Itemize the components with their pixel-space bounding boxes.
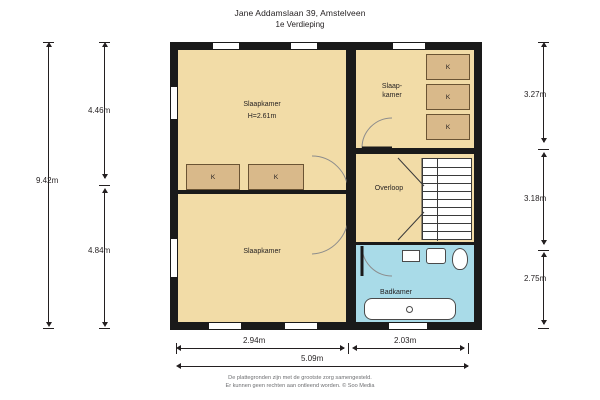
toilet xyxy=(452,248,468,270)
label-bedroom-top xyxy=(212,100,312,109)
disclaimer-line-1: De plattegronden zijn met de grootste zorg samengesteld. xyxy=(228,375,372,381)
closet-3-label: K xyxy=(445,63,451,71)
dim-arrow-right-middle-top xyxy=(541,152,547,157)
closet-1 xyxy=(186,164,240,190)
window-left-lower xyxy=(170,238,178,278)
dim-value-left-lower: 4.84m xyxy=(88,246,111,255)
bathroom-name: Badkamer xyxy=(380,289,412,296)
door-small-bedroom-icon xyxy=(360,116,394,150)
dim-tick-right-upper-bottom xyxy=(538,149,549,150)
dimline-right-lower xyxy=(543,256,544,324)
dim-tick-left-lower-bottom xyxy=(99,328,110,329)
dim-label-bottom-right xyxy=(394,336,416,345)
landing-name: Overloop xyxy=(374,185,404,192)
label-bedroom-top-height xyxy=(212,112,312,121)
window-bottom-left xyxy=(208,322,242,330)
dim-arrow-right-lower-bottom xyxy=(541,320,547,325)
dim-arrow-right-upper-bottom xyxy=(541,138,547,143)
dim-label-right-upper xyxy=(524,90,546,99)
dim-tick-left-total-top xyxy=(43,42,54,43)
floor-subtitle: 1e Verdieping xyxy=(275,20,325,29)
label-bathroom xyxy=(360,288,432,297)
dim-tick-bottom-left-start xyxy=(176,343,177,354)
dimline-bottom-total xyxy=(180,366,468,367)
dim-arrow-bottom-total-end xyxy=(464,363,469,369)
dim-value-left-total: 9.42m xyxy=(36,176,59,185)
dim-tick-left-upper-bottom xyxy=(99,185,110,186)
dim-arrow-left-total-bottom xyxy=(46,322,52,327)
dim-arrow-left-lower-bottom xyxy=(102,322,108,327)
dim-label-left-upper xyxy=(88,106,110,115)
closet-1-label: K xyxy=(210,173,216,181)
dim-arrow-bottom-right-start xyxy=(352,345,357,351)
wall-right xyxy=(474,42,482,330)
door-bathroom-icon xyxy=(360,244,394,278)
dim-label-right-lower xyxy=(524,274,546,283)
dimline-left-lower xyxy=(104,192,105,324)
dim-value-bottom-right: 2.03m xyxy=(394,336,417,345)
dim-value-right-middle: 3.18m xyxy=(524,194,547,203)
dim-arrow-right-lower-top xyxy=(541,252,547,257)
dim-value-right-lower: 2.75m xyxy=(524,274,547,283)
dim-tick-right-middle-bottom xyxy=(538,250,549,251)
dim-tick-bottom-left-end xyxy=(348,343,349,354)
floorplan-drawing xyxy=(170,42,482,330)
dim-label-bottom-total xyxy=(301,354,323,363)
window-top-right xyxy=(290,42,318,50)
dim-tick-right-lower-bottom xyxy=(538,328,549,329)
window-top-left xyxy=(212,42,240,50)
bedroom-top-name: Slaapkamer xyxy=(243,101,281,108)
window-bottom-right xyxy=(284,322,318,330)
dim-label-right-middle xyxy=(524,194,546,203)
label-small-bedroom xyxy=(366,82,418,100)
dimline-bottom-left xyxy=(180,348,344,349)
stair-winder xyxy=(396,156,474,242)
dim-value-bottom-total: 5.09m xyxy=(301,354,324,363)
closet-2-label: K xyxy=(273,173,279,181)
dim-value-right-upper: 3.27m xyxy=(524,90,547,99)
dimline-left-total xyxy=(48,46,49,324)
dim-tick-right-upper-top xyxy=(538,42,549,43)
dim-arrow-bottom-left-end xyxy=(340,345,345,351)
dim-tick-left-total-bottom xyxy=(43,328,54,329)
dim-tick-bottom-right-end xyxy=(468,343,469,354)
door-bedroom-top-icon xyxy=(310,154,350,194)
closet-2 xyxy=(248,164,304,190)
closet-3 xyxy=(426,54,470,80)
closet-5-label: K xyxy=(445,123,451,131)
dim-arrow-bottom-right-end xyxy=(460,345,465,351)
dim-label-bottom-left xyxy=(243,336,265,345)
disclaimer xyxy=(0,374,600,390)
dim-arrow-left-lower-top xyxy=(102,188,108,193)
closet-4 xyxy=(426,84,470,110)
address-title: Jane Addamslaan 39, Amstelveen xyxy=(234,8,366,18)
dim-value-bottom-left: 2.94m xyxy=(243,336,266,345)
page-title xyxy=(0,8,600,29)
bedroom-top-height: H=2.61m xyxy=(247,113,277,120)
disclaimer-line-2: Er kunnen geen rechten aan ontleend worden. © Soo Media xyxy=(225,383,375,389)
bedroom-bottom-name: Slaapkamer xyxy=(243,248,281,255)
radiator xyxy=(402,250,420,262)
closet-5 xyxy=(426,114,470,140)
door-bedroom-bottom-icon xyxy=(310,214,350,258)
dim-arrow-right-middle-bottom xyxy=(541,240,547,245)
washbasin xyxy=(426,248,446,264)
dim-tick-left-upper-top xyxy=(99,42,110,43)
dimline-bottom-right xyxy=(356,348,464,349)
closet-4-label: K xyxy=(445,93,451,101)
dim-arrow-bottom-total-start xyxy=(176,363,181,369)
dim-arrow-left-upper-bottom xyxy=(102,174,108,179)
window-left-upper xyxy=(170,86,178,120)
window-bottom-bathroom xyxy=(388,322,428,330)
dim-label-left-lower xyxy=(88,246,110,255)
label-bedroom-bottom xyxy=(212,247,312,256)
window-top-small-bedroom xyxy=(392,42,426,50)
small-bedroom-name-line2: kamer xyxy=(382,92,402,99)
dim-label-left-total xyxy=(36,176,58,185)
small-bedroom-name-line1: Slaap- xyxy=(381,83,403,90)
dim-value-left-upper: 4.46m xyxy=(88,106,111,115)
bathtub-drain xyxy=(406,306,413,313)
